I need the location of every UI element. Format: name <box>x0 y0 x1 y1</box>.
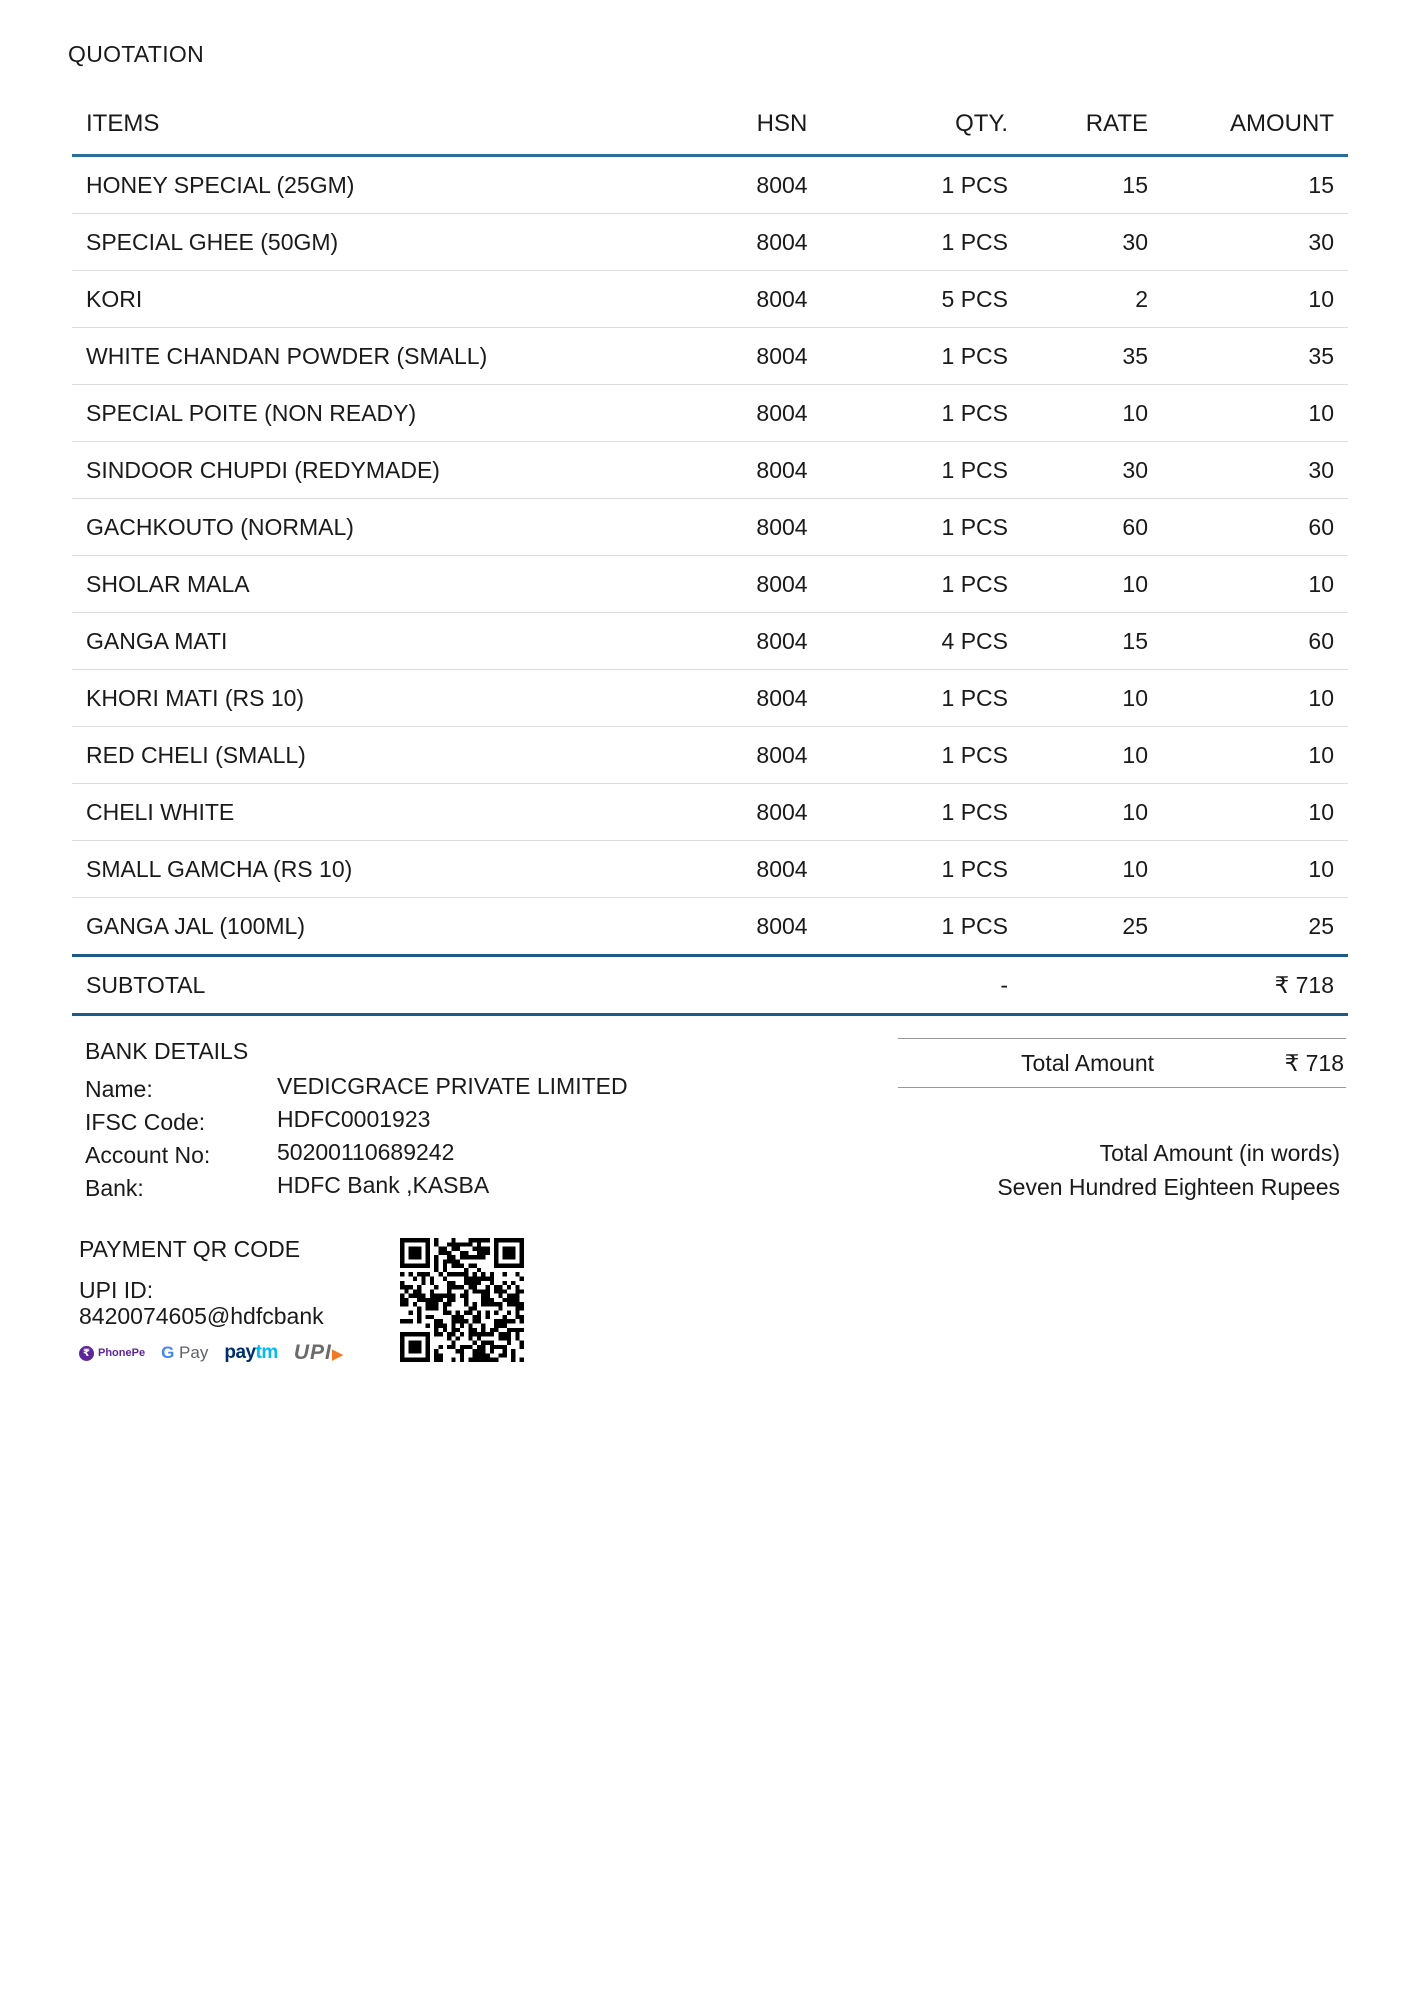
cell-hsn: 8004 <box>712 670 852 727</box>
upi-text: UPI <box>293 1341 332 1364</box>
table-row <box>72 556 1348 613</box>
cell-hsn: 8004 <box>712 556 852 613</box>
payment-logos <box>79 1341 344 1365</box>
cell-amount: 35 <box>1162 328 1348 385</box>
table-row <box>72 613 1348 670</box>
cell-hsn: 8004 <box>712 214 852 271</box>
cell-rate: 2 <box>1022 271 1162 328</box>
cell-hsn: 8004 <box>712 727 852 784</box>
cell-qty: 1 PCS <box>852 727 1022 784</box>
total-amount-box <box>898 1038 1346 1088</box>
paytm-logo <box>224 1342 277 1364</box>
cell-hsn: 8004 <box>712 156 852 214</box>
cell-amount: 60 <box>1162 613 1348 670</box>
upi-id: 8420074605@hdfcbank <box>79 1303 324 1329</box>
cell-item: SPECIAL POITE (NON READY) <box>72 385 712 442</box>
cell-rate: 10 <box>1022 784 1162 841</box>
cell-amount: 60 <box>1162 499 1348 556</box>
header-items: ITEMS <box>72 94 712 156</box>
header-amount: AMOUNT <box>1162 94 1348 156</box>
bank-value-ifsc: HDFC0001923 <box>277 1106 431 1132</box>
bank-label: Name: <box>85 1076 153 1102</box>
cell-hsn: 8004 <box>712 499 852 556</box>
cell-qty: 1 PCS <box>852 784 1022 841</box>
total-amount-value: ₹ 718 <box>1284 1049 1344 1076</box>
upi-arrow-icon: ▶ <box>331 1346 345 1363</box>
cell-item: GANGA JAL (100ML) <box>72 898 712 956</box>
page-title: QUOTATION <box>68 41 205 67</box>
cell-hsn: 8004 <box>712 898 852 956</box>
cell-amount: 10 <box>1162 784 1348 841</box>
cell-qty: 1 PCS <box>852 670 1022 727</box>
cell-qty: 5 PCS <box>852 271 1022 328</box>
gpay-text: Pay <box>179 1343 209 1362</box>
cell-qty: 1 PCS <box>852 214 1022 271</box>
cell-item: GANGA MATI <box>72 613 712 670</box>
payment-section <box>79 1236 344 1365</box>
cell-rate: 35 <box>1022 328 1162 385</box>
bank-label: Bank: <box>85 1175 144 1201</box>
bank-row-bank <box>85 1172 628 1205</box>
cell-item: WHITE CHANDAN POWDER (SMALL) <box>72 328 712 385</box>
cell-amount: 10 <box>1162 385 1348 442</box>
table-row <box>72 784 1348 841</box>
bank-row-account <box>85 1139 628 1172</box>
amount-in-words-label: Total Amount (in words) <box>1099 1140 1340 1166</box>
cell-hsn: 8004 <box>712 385 852 442</box>
cell-rate: 30 <box>1022 214 1162 271</box>
items-table <box>72 94 1348 1016</box>
cell-item: HONEY SPECIAL (25GM) <box>72 156 712 214</box>
cell-item: GACHKOUTO (NORMAL) <box>72 499 712 556</box>
table-row <box>72 727 1348 784</box>
cell-amount: 10 <box>1162 670 1348 727</box>
subtotal-label: SUBTOTAL <box>72 956 712 1015</box>
cell-amount: 15 <box>1162 156 1348 214</box>
subtotal-rate <box>1022 956 1162 1015</box>
cell-qty: 1 PCS <box>852 499 1022 556</box>
table-row <box>72 385 1348 442</box>
cell-item: KHORI MATI (RS 10) <box>72 670 712 727</box>
amount-in-words <box>997 1136 1340 1204</box>
cell-item: RED CHELI (SMALL) <box>72 727 712 784</box>
bank-details-heading: BANK DETAILS <box>85 1038 249 1064</box>
subtotal-hsn <box>712 956 852 1015</box>
bank-value-bank: HDFC Bank ,KASBA <box>277 1172 490 1198</box>
cell-item: SHOLAR MALA <box>72 556 712 613</box>
phonepe-text: PhonePe <box>98 1347 146 1359</box>
table-row <box>72 898 1348 956</box>
table-row <box>72 670 1348 727</box>
cell-amount: 30 <box>1162 442 1348 499</box>
subtotal-amount: ₹ 718 <box>1162 956 1348 1015</box>
cell-qty: 1 PCS <box>852 385 1022 442</box>
header-hsn: HSN <box>712 94 852 156</box>
cell-hsn: 8004 <box>712 784 852 841</box>
cell-item: SMALL GAMCHA (RS 10) <box>72 841 712 898</box>
cell-item: KORI <box>72 271 712 328</box>
cell-rate: 15 <box>1022 156 1162 214</box>
header-qty: QTY. <box>852 94 1022 156</box>
cell-rate: 30 <box>1022 442 1162 499</box>
cell-rate: 10 <box>1022 385 1162 442</box>
cell-qty: 1 PCS <box>852 556 1022 613</box>
cell-qty: 1 PCS <box>852 156 1022 214</box>
gpay-logo <box>161 1343 208 1363</box>
paytm-tm: tm <box>255 1342 278 1363</box>
gpay-g: G <box>161 1343 175 1362</box>
cell-amount: 10 <box>1162 556 1348 613</box>
cell-qty: 1 PCS <box>852 898 1022 956</box>
cell-qty: 1 PCS <box>852 442 1022 499</box>
payment-qr-code <box>400 1238 524 1362</box>
cell-hsn: 8004 <box>712 271 852 328</box>
bank-row-name <box>85 1073 628 1106</box>
amount-in-words-value: Seven Hundred Eighteen Rupees <box>997 1174 1340 1200</box>
cell-rate: 10 <box>1022 841 1162 898</box>
cell-rate: 60 <box>1022 499 1162 556</box>
subtotal-row <box>72 956 1348 1015</box>
cell-rate: 10 <box>1022 670 1162 727</box>
cell-rate: 25 <box>1022 898 1162 956</box>
header-rate: RATE <box>1022 94 1162 156</box>
bank-details <box>85 1038 628 1205</box>
cell-rate: 15 <box>1022 613 1162 670</box>
cell-amount: 10 <box>1162 841 1348 898</box>
table-row <box>72 499 1348 556</box>
cell-item: CHELI WHITE <box>72 784 712 841</box>
bank-row-ifsc <box>85 1106 628 1139</box>
phonepe-logo <box>79 1346 145 1361</box>
cell-rate: 10 <box>1022 556 1162 613</box>
table-row <box>72 156 1348 214</box>
payment-qr-heading: PAYMENT QR CODE <box>79 1236 301 1262</box>
bank-label: Account No: <box>85 1142 211 1168</box>
cell-hsn: 8004 <box>712 328 852 385</box>
bank-label: IFSC Code: <box>85 1109 206 1135</box>
table-row <box>72 328 1348 385</box>
phonepe-icon: ₹ <box>79 1346 94 1361</box>
cell-hsn: 8004 <box>712 613 852 670</box>
cell-item: SPECIAL GHEE (50GM) <box>72 214 712 271</box>
total-amount-label: Total Amount <box>1021 1049 1154 1076</box>
cell-qty: 1 PCS <box>852 328 1022 385</box>
upi-logo <box>294 1341 345 1365</box>
table-row <box>72 442 1348 499</box>
table-row <box>72 841 1348 898</box>
cell-hsn: 8004 <box>712 841 852 898</box>
cell-amount: 10 <box>1162 727 1348 784</box>
bank-value-account: 50200110689242 <box>277 1139 455 1165</box>
subtotal-qty: - <box>852 956 1022 1015</box>
cell-amount: 30 <box>1162 214 1348 271</box>
cell-amount: 10 <box>1162 271 1348 328</box>
item-rows <box>72 156 1348 956</box>
table-row <box>72 214 1348 271</box>
table-header-row <box>72 94 1348 156</box>
bank-value-name: VEDICGRACE PRIVATE LIMITED <box>277 1073 628 1099</box>
cell-amount: 25 <box>1162 898 1348 956</box>
cell-qty: 4 PCS <box>852 613 1022 670</box>
cell-item: SINDOOR CHUPDI (REDYMADE) <box>72 442 712 499</box>
table-row <box>72 271 1348 328</box>
cell-qty: 1 PCS <box>852 841 1022 898</box>
paytm-pay: pay <box>224 1342 256 1363</box>
cell-hsn: 8004 <box>712 442 852 499</box>
upi-label: UPI ID: <box>79 1277 154 1303</box>
cell-rate: 10 <box>1022 727 1162 784</box>
